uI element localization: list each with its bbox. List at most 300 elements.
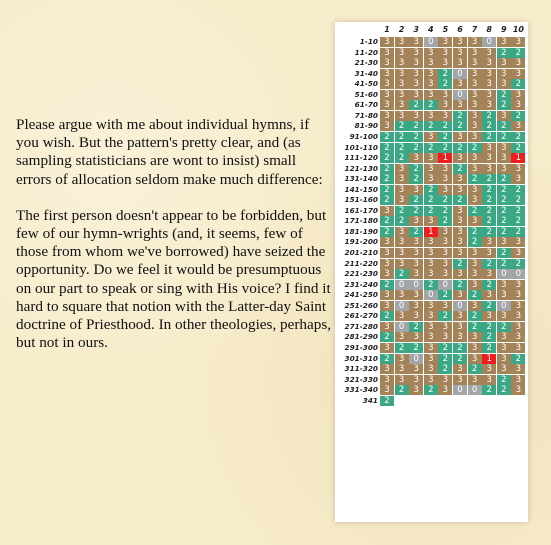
row-label: 111-120 bbox=[344, 153, 378, 163]
table-cell: 2 bbox=[497, 385, 511, 395]
table-cell: 3 bbox=[453, 332, 467, 342]
table-cell: 2 bbox=[395, 206, 409, 216]
row-label: 251-260 bbox=[344, 300, 378, 310]
table-row bbox=[335, 195, 528, 206]
table-cell: 2 bbox=[482, 322, 496, 332]
table-cell: 3 bbox=[453, 375, 467, 385]
table-cell: 0 bbox=[395, 301, 409, 311]
table-cell: 2 bbox=[497, 90, 511, 100]
table-cell: 2 bbox=[409, 143, 423, 153]
table-cell: 3 bbox=[468, 111, 482, 121]
table-cell: 3 bbox=[395, 58, 409, 68]
table-cell: 3 bbox=[380, 121, 394, 131]
table-cell: 3 bbox=[482, 58, 496, 68]
table-cell: 2 bbox=[511, 206, 525, 216]
table-cell: 2 bbox=[395, 132, 409, 142]
table-row bbox=[335, 259, 528, 270]
row-label: 1-10 bbox=[359, 37, 378, 46]
table-cell: 3 bbox=[424, 58, 438, 68]
row-label: 331-340 bbox=[344, 385, 378, 395]
table-row bbox=[335, 174, 528, 185]
table-cell: 3 bbox=[482, 48, 496, 58]
table-cell: 0 bbox=[497, 301, 511, 311]
table-cell: 3 bbox=[511, 174, 525, 184]
table-cell: 2 bbox=[453, 111, 467, 121]
table-cell: 2 bbox=[468, 143, 482, 153]
row-label: 101-110 bbox=[344, 142, 378, 152]
table-cell: 3 bbox=[453, 100, 467, 110]
row-label: 201-210 bbox=[344, 248, 378, 257]
table-cell: 3 bbox=[468, 216, 482, 226]
table-cell: 2 bbox=[482, 259, 496, 269]
table-cell: 3 bbox=[453, 58, 467, 68]
table-row bbox=[335, 90, 528, 101]
table-cell: 2 bbox=[482, 385, 496, 395]
table-cell: 3 bbox=[468, 375, 482, 385]
table-cell: 3 bbox=[511, 290, 525, 300]
table-cell: 3 bbox=[497, 69, 511, 79]
row-label: 311-320 bbox=[344, 364, 378, 374]
table-cell: 3 bbox=[409, 311, 423, 321]
table-cell: 3 bbox=[395, 69, 409, 79]
table-row bbox=[335, 185, 528, 196]
table-cell: 1 bbox=[511, 153, 525, 163]
table-cell: 3 bbox=[395, 332, 409, 342]
table-cell: 3 bbox=[395, 364, 409, 374]
table-row bbox=[335, 396, 528, 407]
table-cell: 3 bbox=[438, 301, 452, 311]
table-cell: 3 bbox=[497, 79, 511, 89]
table-cell: 3 bbox=[424, 354, 438, 364]
column-header-5: 5 bbox=[442, 25, 449, 34]
column-header-10: 10 bbox=[512, 25, 524, 34]
table-cell: 0 bbox=[453, 69, 467, 79]
table-cell: 3 bbox=[424, 79, 438, 89]
table-cell: 2 bbox=[482, 195, 496, 205]
table-row bbox=[335, 364, 528, 375]
row-label: 161-170 bbox=[344, 205, 378, 215]
table-cell: 2 bbox=[424, 185, 438, 195]
table-cell: 3 bbox=[424, 311, 438, 321]
table-cell: 2 bbox=[468, 206, 482, 216]
table-cell: 3 bbox=[482, 364, 496, 374]
table-cell: 3 bbox=[497, 58, 511, 68]
table-cell: 3 bbox=[482, 237, 496, 247]
row-label: 171-180 bbox=[344, 216, 378, 226]
table-cell: 2 bbox=[409, 195, 423, 205]
row-label: 181-190 bbox=[344, 226, 378, 236]
table-cell: 3 bbox=[424, 343, 438, 353]
table-cell: 3 bbox=[497, 111, 511, 121]
table-cell: 0 bbox=[497, 269, 511, 279]
table-cell: 2 bbox=[453, 195, 467, 205]
table-row bbox=[335, 48, 528, 59]
table-cell: 3 bbox=[424, 48, 438, 58]
table-cell: 3 bbox=[468, 48, 482, 58]
table-cell: 2 bbox=[511, 216, 525, 226]
table-cell: 3 bbox=[380, 290, 394, 300]
table-cell: 3 bbox=[438, 322, 452, 332]
table-cell: 3 bbox=[409, 237, 423, 247]
table-row bbox=[335, 301, 528, 312]
table-cell: 3 bbox=[395, 174, 409, 184]
table-cell: 3 bbox=[511, 237, 525, 247]
table-cell: 2 bbox=[511, 143, 525, 153]
table-cell: 3 bbox=[380, 111, 394, 121]
table-cell: 3 bbox=[468, 195, 482, 205]
table-cell: 2 bbox=[511, 195, 525, 205]
table-cell: 3 bbox=[482, 269, 496, 279]
row-label: 11-20 bbox=[354, 47, 378, 57]
table-cell: 0 bbox=[438, 280, 452, 290]
paragraph-1: Please argue with me about individual hymns, if you wish. But the pattern's pretty clear, and (as sampling statisticians are wont to insist) small errors of allocation seldom make much difference: bbox=[16, 116, 323, 188]
table-cell: 3 bbox=[453, 79, 467, 89]
table-row bbox=[335, 322, 528, 333]
table-cell: 3 bbox=[453, 227, 467, 237]
table-cell: 0 bbox=[409, 280, 423, 290]
table-cell: 2 bbox=[424, 195, 438, 205]
row-label: 131-140 bbox=[344, 174, 378, 184]
table-cell: 1 bbox=[438, 153, 452, 163]
table-cell: 3 bbox=[453, 322, 467, 332]
table-cell: 3 bbox=[453, 290, 467, 300]
table-cell: 3 bbox=[511, 248, 525, 258]
table-cell: 3 bbox=[395, 164, 409, 174]
table-cell: 3 bbox=[395, 375, 409, 385]
table-cell: 2 bbox=[424, 121, 438, 131]
table-cell: 2 bbox=[468, 237, 482, 247]
row-label: 291-300 bbox=[344, 342, 378, 352]
table-cell: 3 bbox=[438, 375, 452, 385]
table-cell: 3 bbox=[380, 375, 394, 385]
table-cell: 3 bbox=[424, 332, 438, 342]
table-cell: 2 bbox=[511, 227, 525, 237]
table-cell: 3 bbox=[497, 343, 511, 353]
table-cell: 3 bbox=[497, 332, 511, 342]
table-cell: 2 bbox=[438, 364, 452, 374]
table-cell: 3 bbox=[497, 364, 511, 374]
table-cell: 2 bbox=[511, 259, 525, 269]
table-cell: 3 bbox=[409, 290, 423, 300]
table-cell: 3 bbox=[468, 301, 482, 311]
table-cell: 2 bbox=[482, 174, 496, 184]
table-row bbox=[335, 69, 528, 80]
table-cell: 2 bbox=[497, 100, 511, 110]
table-cell: 3 bbox=[438, 385, 452, 395]
table-cell: 3 bbox=[511, 121, 525, 131]
row-label: 261-270 bbox=[344, 311, 378, 321]
table-cell: 1 bbox=[482, 354, 496, 364]
table-row bbox=[335, 343, 528, 354]
table-cell: 3 bbox=[380, 248, 394, 258]
table-cell: 3 bbox=[424, 216, 438, 226]
table-cell: 3 bbox=[497, 237, 511, 247]
table-cell: 3 bbox=[438, 58, 452, 68]
table-cell: 2 bbox=[409, 174, 423, 184]
table-cell: 2 bbox=[482, 343, 496, 353]
row-label: 321-330 bbox=[344, 374, 378, 384]
table-cell: 3 bbox=[409, 332, 423, 342]
table-cell: 2 bbox=[409, 121, 423, 131]
table-cell: 3 bbox=[497, 153, 511, 163]
table-row bbox=[335, 269, 528, 280]
table-cell: 2 bbox=[438, 343, 452, 353]
table-cell: 2 bbox=[380, 174, 394, 184]
table-cell: 3 bbox=[482, 79, 496, 89]
table-cell: 2 bbox=[380, 396, 394, 406]
table-cell: 3 bbox=[424, 269, 438, 279]
table-cell: 3 bbox=[511, 375, 525, 385]
table-cell: 2 bbox=[395, 216, 409, 226]
table-cell: 3 bbox=[438, 37, 452, 47]
table-cell: 3 bbox=[482, 100, 496, 110]
table-cell: 3 bbox=[380, 69, 394, 79]
table-cell: 3 bbox=[409, 153, 423, 163]
table-cell: 1 bbox=[424, 227, 438, 237]
table-cell: 3 bbox=[409, 58, 423, 68]
table-cell: 3 bbox=[468, 185, 482, 195]
table-cell: 3 bbox=[453, 153, 467, 163]
table-cell: 2 bbox=[468, 322, 482, 332]
table-cell: 3 bbox=[511, 301, 525, 311]
table-cell: 3 bbox=[468, 69, 482, 79]
table-cell: 2 bbox=[482, 185, 496, 195]
table-cell: 2 bbox=[395, 121, 409, 131]
row-label: 231-240 bbox=[344, 279, 378, 289]
table-cell: 2 bbox=[424, 385, 438, 395]
table-cell: 3 bbox=[380, 206, 394, 216]
row-label: 281-290 bbox=[344, 332, 378, 342]
table-cell: 2 bbox=[409, 206, 423, 216]
table-cell: 3 bbox=[424, 259, 438, 269]
row-label: 301-310 bbox=[344, 353, 378, 363]
table-cell: 3 bbox=[497, 280, 511, 290]
table-cell: 3 bbox=[424, 69, 438, 79]
table-cell: 3 bbox=[453, 185, 467, 195]
table-cell: 3 bbox=[438, 237, 452, 247]
table-cell: 2 bbox=[409, 164, 423, 174]
table-cell: 3 bbox=[395, 227, 409, 237]
table-cell: 2 bbox=[438, 79, 452, 89]
table-cell: 3 bbox=[468, 132, 482, 142]
table-cell: 2 bbox=[424, 143, 438, 153]
table-cell: 3 bbox=[468, 354, 482, 364]
table-cell: 3 bbox=[482, 248, 496, 258]
row-label: 51-60 bbox=[354, 89, 378, 99]
table-cell: 3 bbox=[424, 237, 438, 247]
table-cell: 2 bbox=[497, 248, 511, 258]
table-cell: 3 bbox=[409, 185, 423, 195]
table-cell: 2 bbox=[468, 290, 482, 300]
table-cell: 3 bbox=[468, 121, 482, 131]
table-cell: 2 bbox=[409, 100, 423, 110]
table-cell: 3 bbox=[468, 153, 482, 163]
table-cell: 2 bbox=[409, 322, 423, 332]
table-cell: 3 bbox=[453, 248, 467, 258]
table-cell: 2 bbox=[380, 143, 394, 153]
table-cell: 3 bbox=[511, 280, 525, 290]
table-cell: 2 bbox=[468, 364, 482, 374]
table-cell: 3 bbox=[424, 132, 438, 142]
table-cell: 3 bbox=[380, 100, 394, 110]
table-cell: 3 bbox=[438, 48, 452, 58]
table-cell: 3 bbox=[409, 90, 423, 100]
table-cell: 2 bbox=[482, 227, 496, 237]
table-cell: 2 bbox=[438, 69, 452, 79]
table-cell: 3 bbox=[438, 227, 452, 237]
table-row bbox=[335, 375, 528, 386]
table-row bbox=[335, 121, 528, 132]
table-row bbox=[335, 311, 528, 322]
table-cell: 3 bbox=[395, 90, 409, 100]
table-cell: 3 bbox=[424, 364, 438, 374]
table-cell: 2 bbox=[482, 121, 496, 131]
table-cell: 2 bbox=[395, 343, 409, 353]
table-cell: 3 bbox=[453, 37, 467, 47]
table-cell: 3 bbox=[453, 216, 467, 226]
table-cell: 2 bbox=[380, 132, 394, 142]
table-cell: 2 bbox=[482, 280, 496, 290]
table-cell: 3 bbox=[395, 311, 409, 321]
table-row bbox=[335, 111, 528, 122]
table-cell: 3 bbox=[380, 301, 394, 311]
table-cell: 3 bbox=[468, 269, 482, 279]
column-header-8: 8 bbox=[486, 25, 492, 34]
table-cell: 2 bbox=[409, 227, 423, 237]
table-cell: 3 bbox=[409, 385, 423, 395]
table-cell: 3 bbox=[380, 90, 394, 100]
table-cell: 2 bbox=[468, 174, 482, 184]
table-cell: 2 bbox=[497, 322, 511, 332]
table-cell: 3 bbox=[380, 48, 394, 58]
table-cell: 2 bbox=[468, 311, 482, 321]
table-row bbox=[335, 227, 528, 238]
row-label: 191-200 bbox=[344, 237, 378, 247]
table-row bbox=[335, 79, 528, 90]
table-cell: 3 bbox=[453, 269, 467, 279]
table-cell: 3 bbox=[497, 164, 511, 174]
table-row bbox=[335, 132, 528, 143]
paragraph-2: The first person doesn't appear to be forbidden, but few of our hymn-wrights (and, it seems, few of those from whom we've borrowed) have seized the opportunity. Do we feel it would be presumptuous on our part to speak or sing with His voice? I find it hard to square that notion with the Latter-day Saint doctrine of Priesthood. In other theologies, perhaps, but not in ours. bbox=[16, 206, 332, 352]
table-cell: 2 bbox=[453, 164, 467, 174]
row-label: 271-280 bbox=[344, 321, 378, 331]
table-cell: 3 bbox=[424, 111, 438, 121]
table-cell: 2 bbox=[497, 195, 511, 205]
table-cell: 3 bbox=[482, 90, 496, 100]
table-cell: 3 bbox=[438, 248, 452, 258]
table-cell: 3 bbox=[438, 269, 452, 279]
table-cell: 2 bbox=[497, 375, 511, 385]
table-cell: 2 bbox=[497, 48, 511, 58]
table-row bbox=[335, 153, 528, 164]
table-cell: 2 bbox=[438, 121, 452, 131]
table-cell: 3 bbox=[409, 111, 423, 121]
table-cell: 0 bbox=[482, 37, 496, 47]
table-row bbox=[335, 332, 528, 343]
table-cell: 3 bbox=[497, 143, 511, 153]
column-header-6: 6 bbox=[457, 25, 463, 34]
table-row bbox=[335, 164, 528, 175]
table-cell: 3 bbox=[511, 100, 525, 110]
table-cell: 3 bbox=[511, 385, 525, 395]
table-cell: 2 bbox=[438, 354, 452, 364]
table-cell: 2 bbox=[395, 269, 409, 279]
table-cell: 2 bbox=[395, 385, 409, 395]
table-cell: 2 bbox=[380, 280, 394, 290]
text-column bbox=[16, 116, 334, 370]
table-cell: 3 bbox=[497, 311, 511, 321]
table-cell: 3 bbox=[453, 174, 467, 184]
column-header-7: 7 bbox=[471, 25, 478, 34]
table-row bbox=[335, 58, 528, 69]
table-row bbox=[335, 143, 528, 154]
table-cell: 2 bbox=[482, 301, 496, 311]
table-cell: 3 bbox=[380, 237, 394, 247]
table-cell: 0 bbox=[424, 37, 438, 47]
table-cell: 0 bbox=[468, 385, 482, 395]
table-cell: 3 bbox=[511, 90, 525, 100]
table-cell: 2 bbox=[511, 354, 525, 364]
table-cell: 0 bbox=[409, 354, 423, 364]
table-cell: 2 bbox=[482, 206, 496, 216]
table-cell: 2 bbox=[453, 280, 467, 290]
table-cell: 3 bbox=[380, 322, 394, 332]
table-cell: 3 bbox=[395, 79, 409, 89]
table-cell: 2 bbox=[380, 164, 394, 174]
table-cell: 2 bbox=[409, 132, 423, 142]
table-cell: 3 bbox=[395, 354, 409, 364]
table-cell: 3 bbox=[511, 164, 525, 174]
table-cell: 2 bbox=[380, 311, 394, 321]
table-cell: 2 bbox=[482, 216, 496, 226]
table-cell: 2 bbox=[438, 143, 452, 153]
table-row bbox=[335, 37, 528, 48]
table-row bbox=[335, 354, 528, 365]
table-cell: 2 bbox=[380, 195, 394, 205]
table-cell: 3 bbox=[511, 322, 525, 332]
table-cell: 2 bbox=[497, 121, 511, 131]
table-cell: 2 bbox=[453, 121, 467, 131]
table-cell: 3 bbox=[395, 248, 409, 258]
table-cell: 3 bbox=[424, 322, 438, 332]
table-cell: 3 bbox=[395, 195, 409, 205]
table-cell: 3 bbox=[424, 164, 438, 174]
table-cell: 3 bbox=[497, 37, 511, 47]
table-cell: 3 bbox=[438, 332, 452, 342]
table-cell: 3 bbox=[453, 206, 467, 216]
row-label: 121-130 bbox=[344, 163, 378, 173]
table-cell: 2 bbox=[438, 195, 452, 205]
table-cell: 3 bbox=[468, 58, 482, 68]
table-row bbox=[335, 385, 528, 396]
table-cell: 2 bbox=[380, 332, 394, 342]
table-cell: 3 bbox=[468, 37, 482, 47]
table-cell: 3 bbox=[438, 164, 452, 174]
table-cell: 3 bbox=[424, 174, 438, 184]
row-label: 71-80 bbox=[354, 110, 378, 120]
table-cell: 0 bbox=[511, 269, 525, 279]
table-cell: 3 bbox=[380, 79, 394, 89]
table-cell: 3 bbox=[395, 37, 409, 47]
table-cell: 2 bbox=[497, 259, 511, 269]
table-cell: 3 bbox=[511, 58, 525, 68]
column-header-2: 2 bbox=[398, 25, 405, 34]
table-cell: 2 bbox=[380, 216, 394, 226]
table-cell: 3 bbox=[438, 174, 452, 184]
table-cell: 3 bbox=[409, 37, 423, 47]
table-cell: 3 bbox=[482, 164, 496, 174]
table-cell: 3 bbox=[409, 269, 423, 279]
